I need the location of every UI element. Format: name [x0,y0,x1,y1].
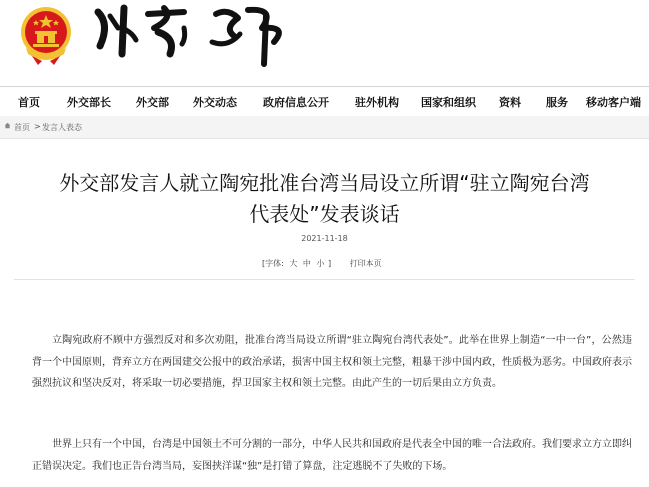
font-small-button[interactable]: 小 [316,259,325,268]
ministry-calligraphy-logo[interactable] [88,2,298,68]
font-size-label: [字体: [262,259,284,268]
nav-item-resources[interactable]: 资料 [499,96,521,109]
breadcrumb-separator: > [34,122,41,131]
nav-item-foreign-minister[interactable]: 外交部长 [67,96,111,109]
page-title [20,168,629,230]
nav-item-services[interactable]: 服务 [546,96,568,109]
home-icon [4,122,11,129]
main-nav [0,86,649,118]
font-size-bracket-close: ] [328,259,332,268]
divider [14,279,635,280]
nav-item-missions-abroad[interactable]: 驻外机构 [355,96,399,109]
publish-date: 2021-11-18 [301,234,348,243]
article-paragraph: 立陶宛政府不顾中方强烈反对和多次劝阻，批准台湾当局设立所谓“驻立陶宛台湾代表处”。此举在世界上制造“一中一台”，公然违背一个中国原则，背弃立方在两国建交公报中的政治承诺，损害中国主权和领土完整，粗暴干涉中国内政，性质极为恶劣。中国政府表示强烈抗议和坚决反对，将采取一切必要措施，捍卫国家主权和领土完整。由此产生的一切后果由立方负责。 [32,335,632,389]
breadcrumb-home[interactable]: 首页 [14,123,30,132]
article-paragraph: 世界上只有一个中国，台湾是中国领土不可分割的一部分，中华人民共和国政府是代表全中国的唯一合法政府。我们要求立方立即纠正错误决定。我们也正告台湾当局，妄图挟洋谋“独”是打错了算盘，注定逃脱不了失败的下场。 [32,439,632,472]
font-medium-button[interactable]: 中 [302,259,311,268]
nav-item-home[interactable]: 首页 [18,96,40,109]
nav-item-countries-organizations[interactable]: 国家和组织 [421,96,476,109]
site-header [0,0,649,86]
nav-item-diplomatic-news[interactable]: 外交动态 [193,96,237,109]
title-line-1: 外交部发言人就立陶宛批准台湾当局设立所谓“驻立陶宛台湾 [59,171,590,195]
breadcrumb [0,116,649,139]
breadcrumb-current[interactable]: 发言人表态 [42,123,82,132]
article-tools [262,258,382,269]
font-large-button[interactable]: 大 [289,259,298,268]
national-emblem-icon[interactable] [18,4,74,66]
title-line-2: 代表处”发表谈话 [249,202,400,226]
print-page-button[interactable]: 打印本页 [349,259,382,268]
nav-item-mobile-client[interactable]: 移动客户端 [586,96,641,109]
nav-item-ministry[interactable]: 外交部 [136,96,169,109]
nav-item-government-info[interactable]: 政府信息公开 [263,96,329,109]
